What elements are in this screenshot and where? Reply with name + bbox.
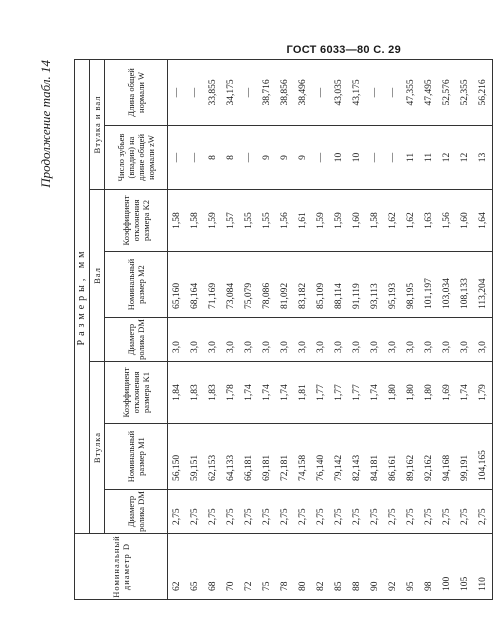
table-row bbox=[330, 59, 348, 599]
table-row bbox=[240, 59, 258, 599]
table-cell: 59,151 bbox=[186, 424, 204, 490]
table-cell: 11 bbox=[420, 126, 438, 190]
table-cell: 66,181 bbox=[240, 424, 258, 490]
table-cell: 3,0 bbox=[438, 318, 456, 362]
table-cell: 2,75 bbox=[258, 490, 276, 534]
table-cell: 2,75 bbox=[276, 490, 294, 534]
table-cell: 2,75 bbox=[240, 490, 258, 534]
table-cell: 1,59 bbox=[330, 190, 348, 252]
table-cell: — bbox=[312, 59, 330, 125]
table-cell: 1,62 bbox=[384, 190, 402, 252]
table-cell: 88 bbox=[348, 534, 366, 600]
table-cell: 62 bbox=[168, 534, 187, 600]
table-cell: 83,182 bbox=[294, 252, 312, 318]
table-cell: 95 bbox=[402, 534, 420, 600]
table-cell: 65,160 bbox=[168, 252, 187, 318]
table-cell: 3,0 bbox=[366, 318, 384, 362]
table-cell: 2,75 bbox=[474, 490, 493, 534]
table-cell: 9 bbox=[258, 126, 276, 190]
group-header-sizes: Размеры, мм bbox=[75, 59, 90, 533]
col-header-coefficient-k2: Коэффициент отклонения размера K2 bbox=[105, 190, 168, 252]
table-cell: — bbox=[312, 126, 330, 190]
table-cell: 2,75 bbox=[294, 490, 312, 534]
col-header-coefficient-k1: Коэффициент отклонения размера K1 bbox=[105, 362, 168, 424]
table-row bbox=[402, 59, 420, 599]
table-cell: 43,035 bbox=[330, 59, 348, 125]
table-cell: 73,084 bbox=[222, 252, 240, 318]
table-cell: 98,195 bbox=[402, 252, 420, 318]
table-cell: 12 bbox=[456, 126, 474, 190]
table-cell: 3,0 bbox=[294, 318, 312, 362]
table-cell: 3,0 bbox=[276, 318, 294, 362]
table-cell: 1,74 bbox=[366, 362, 384, 424]
table-cell: 1,59 bbox=[312, 190, 330, 252]
table-row bbox=[312, 59, 330, 599]
table-row bbox=[222, 59, 240, 599]
table-cell: 10 bbox=[348, 126, 366, 190]
table-cell: 1,63 bbox=[420, 190, 438, 252]
table-caption: Продолжение табл. 14 bbox=[38, 60, 53, 188]
table-cell: 71,169 bbox=[204, 252, 222, 318]
table-cell: 3,0 bbox=[420, 318, 438, 362]
table-cell: 1,77 bbox=[348, 362, 366, 424]
table-cell: 47,355 bbox=[402, 59, 420, 125]
table-cell: 1,64 bbox=[474, 190, 493, 252]
table-cell: 1,81 bbox=[294, 362, 312, 424]
table-cell: 11 bbox=[402, 126, 420, 190]
table-cell: 38,856 bbox=[276, 59, 294, 125]
table-cell: 3,0 bbox=[312, 318, 330, 362]
table-cell: 56,216 bbox=[474, 59, 493, 125]
table-cell: 1,55 bbox=[240, 190, 258, 252]
table-cell: 65 bbox=[186, 534, 204, 600]
table-cell: 1,80 bbox=[402, 362, 420, 424]
table-cell: 1,77 bbox=[330, 362, 348, 424]
table-cell: — bbox=[240, 59, 258, 125]
table-cell: 1,57 bbox=[222, 190, 240, 252]
table-cell: 2,75 bbox=[420, 490, 438, 534]
table-cell: 100 bbox=[438, 534, 456, 600]
table-cell: 62,153 bbox=[204, 424, 222, 490]
table-cell: 2,75 bbox=[204, 490, 222, 534]
table-row bbox=[456, 59, 474, 599]
table-cell: 89,162 bbox=[402, 424, 420, 490]
table-cell: 95,193 bbox=[384, 252, 402, 318]
table-cell: 92,162 bbox=[420, 424, 438, 490]
table-cell: 38,496 bbox=[294, 59, 312, 125]
table-cell: 85,109 bbox=[312, 252, 330, 318]
table-cell: 1,60 bbox=[348, 190, 366, 252]
table-cell: 38,716 bbox=[258, 59, 276, 125]
table-cell: 76,140 bbox=[312, 424, 330, 490]
table-cell: 69,181 bbox=[258, 424, 276, 490]
table-cell: 2,75 bbox=[384, 490, 402, 534]
table-cell: 1,80 bbox=[420, 362, 438, 424]
table-cell: 2,75 bbox=[168, 490, 187, 534]
table-cell: 99,191 bbox=[456, 424, 474, 490]
page-header-standard: ГОСТ 6033—80 С. 29 bbox=[286, 44, 401, 56]
table-cell: 86,161 bbox=[384, 424, 402, 490]
table-cell: 1,61 bbox=[294, 190, 312, 252]
table-cell: — bbox=[366, 59, 384, 125]
table-cell: 43,175 bbox=[348, 59, 366, 125]
col-header-nominal-size-m2: Номинальный размер M2 bbox=[105, 252, 168, 318]
table-cell: 1,80 bbox=[384, 362, 402, 424]
table-cell: 113,204 bbox=[474, 252, 493, 318]
table-cell: — bbox=[366, 126, 384, 190]
table-cell: 1,62 bbox=[402, 190, 420, 252]
table-cell: 110 bbox=[474, 534, 493, 600]
table-cell: 1,84 bbox=[168, 362, 187, 424]
table-cell: — bbox=[240, 126, 258, 190]
table-cell: 91,119 bbox=[348, 252, 366, 318]
table-row bbox=[204, 59, 222, 599]
table-cell: 78,086 bbox=[258, 252, 276, 318]
table-cell: 3,0 bbox=[204, 318, 222, 362]
table-cell: 2,75 bbox=[348, 490, 366, 534]
table-cell: 74,158 bbox=[294, 424, 312, 490]
table-cell: 104,165 bbox=[474, 424, 493, 490]
table-row bbox=[294, 59, 312, 599]
table-row bbox=[438, 59, 456, 599]
table-cell: 12 bbox=[438, 126, 456, 190]
table-cell: 13 bbox=[474, 126, 493, 190]
table-cell: 3,0 bbox=[186, 318, 204, 362]
table-cell: 1,74 bbox=[456, 362, 474, 424]
table-cell: — bbox=[186, 59, 204, 125]
table-cell: 3,0 bbox=[168, 318, 187, 362]
table-cell: 1,56 bbox=[438, 190, 456, 252]
table-cell: 1,78 bbox=[222, 362, 240, 424]
table-cell: 3,0 bbox=[330, 318, 348, 362]
table-cell: — bbox=[186, 126, 204, 190]
table-cell: 85 bbox=[330, 534, 348, 600]
table-cell: 1,83 bbox=[204, 362, 222, 424]
table-cell: 75,079 bbox=[240, 252, 258, 318]
table-row bbox=[474, 59, 493, 599]
table-row bbox=[186, 59, 204, 599]
table-row bbox=[258, 59, 276, 599]
col-header-teeth-count-zw: Число зубьев (впадин) на длине общей нормали zW bbox=[105, 126, 168, 190]
table-cell: 3,0 bbox=[456, 318, 474, 362]
col-header-roller-diameter-sleeve: Диаметр ролика DM bbox=[105, 490, 168, 534]
table-cell: 72 bbox=[240, 534, 258, 600]
table-cell: 101,197 bbox=[420, 252, 438, 318]
group-header-sleeve: Втулка bbox=[90, 362, 105, 534]
table-cell: 68 bbox=[204, 534, 222, 600]
table-cell: — bbox=[168, 126, 187, 190]
col-header-nominal-size-m1: Номинальный размер M1 bbox=[105, 424, 168, 490]
table-cell: 93,113 bbox=[366, 252, 384, 318]
table-cell: 82,143 bbox=[348, 424, 366, 490]
table-cell: 52,355 bbox=[456, 59, 474, 125]
table-cell: 56,150 bbox=[168, 424, 187, 490]
table-cell: 1,79 bbox=[474, 362, 493, 424]
table-cell: 1,58 bbox=[186, 190, 204, 252]
rotated-table-container bbox=[38, 60, 488, 600]
table-cell: — bbox=[168, 59, 187, 125]
dimensions-table bbox=[74, 59, 493, 600]
table-cell: 1,60 bbox=[456, 190, 474, 252]
table-cell: 75 bbox=[258, 534, 276, 600]
table-cell: 2,75 bbox=[366, 490, 384, 534]
table-cell: 9 bbox=[294, 126, 312, 190]
table-cell: 1,83 bbox=[186, 362, 204, 424]
table-cell: 3,0 bbox=[402, 318, 420, 362]
table-cell: 68,164 bbox=[186, 252, 204, 318]
table-cell: 92 bbox=[384, 534, 402, 600]
table-cell: 10 bbox=[330, 126, 348, 190]
table-cell: 1,58 bbox=[168, 190, 187, 252]
table-cell: — bbox=[384, 59, 402, 125]
table-row bbox=[366, 59, 384, 599]
table-cell: 2,75 bbox=[330, 490, 348, 534]
table-cell: 90 bbox=[366, 534, 384, 600]
table-cell: 3,0 bbox=[384, 318, 402, 362]
table-cell: 1,74 bbox=[276, 362, 294, 424]
table-cell: 1,58 bbox=[366, 190, 384, 252]
table-cell: 1,59 bbox=[204, 190, 222, 252]
table-cell: 79,142 bbox=[330, 424, 348, 490]
table-cell: — bbox=[384, 126, 402, 190]
col-header-common-normal-length-w: Длина общей нормали W bbox=[105, 59, 168, 125]
table-cell: 1,56 bbox=[276, 190, 294, 252]
table-cell: 108,133 bbox=[456, 252, 474, 318]
table-cell: 1,77 bbox=[312, 362, 330, 424]
table-cell: 1,74 bbox=[258, 362, 276, 424]
table-cell: 78 bbox=[276, 534, 294, 600]
table-cell: 47,495 bbox=[420, 59, 438, 125]
table-row bbox=[276, 59, 294, 599]
group-header-shaft: Вал bbox=[90, 190, 105, 362]
table-cell: 3,0 bbox=[240, 318, 258, 362]
table-cell: 80 bbox=[294, 534, 312, 600]
table-cell: 2,75 bbox=[456, 490, 474, 534]
table-cell: 84,181 bbox=[366, 424, 384, 490]
table-cell: 3,0 bbox=[222, 318, 240, 362]
table-cell: 2,75 bbox=[438, 490, 456, 534]
table-cell: 70 bbox=[222, 534, 240, 600]
table-row bbox=[168, 59, 187, 599]
table-cell: 3,0 bbox=[474, 318, 493, 362]
table-cell: 2,75 bbox=[222, 490, 240, 534]
table-cell: 1,74 bbox=[240, 362, 258, 424]
table-cell: 81,092 bbox=[276, 252, 294, 318]
table-cell: 2,75 bbox=[312, 490, 330, 534]
table-cell: 105 bbox=[456, 534, 474, 600]
table-row bbox=[420, 59, 438, 599]
table-cell: 2,75 bbox=[186, 490, 204, 534]
table-cell: 88,114 bbox=[330, 252, 348, 318]
table-cell: 1,69 bbox=[438, 362, 456, 424]
table-cell: 64,133 bbox=[222, 424, 240, 490]
table-cell: 103,034 bbox=[438, 252, 456, 318]
group-header-sleeve-and-shaft: Втулка и вал bbox=[90, 59, 105, 189]
table-cell: 94,168 bbox=[438, 424, 456, 490]
table-cell: 8 bbox=[222, 126, 240, 190]
table-cell: 3,0 bbox=[258, 318, 276, 362]
table-cell: 34,175 bbox=[222, 59, 240, 125]
table-cell: 1,55 bbox=[258, 190, 276, 252]
table-row bbox=[348, 59, 366, 599]
table-cell: 98 bbox=[420, 534, 438, 600]
table-cell: 52,576 bbox=[438, 59, 456, 125]
table-cell: 2,75 bbox=[402, 490, 420, 534]
table-cell: 82 bbox=[312, 534, 330, 600]
table-row bbox=[384, 59, 402, 599]
table-cell: 9 bbox=[276, 126, 294, 190]
col-header-nominal-diameter: Номинальный диаметр D bbox=[75, 534, 168, 600]
table-cell: 33,855 bbox=[204, 59, 222, 125]
table-body bbox=[168, 59, 493, 599]
table-cell: 3,0 bbox=[348, 318, 366, 362]
table-cell: 72,181 bbox=[276, 424, 294, 490]
table-cell: 8 bbox=[204, 126, 222, 190]
col-header-roller-diameter-shaft: Диаметр ролика DM bbox=[105, 318, 168, 362]
